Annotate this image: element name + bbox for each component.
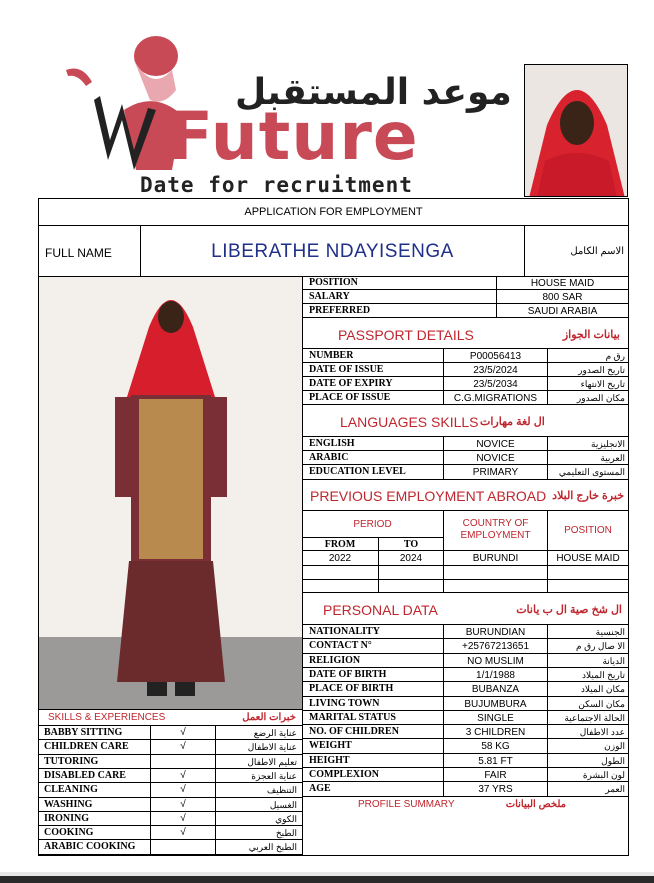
skill-arabic: الطبخ	[275, 828, 297, 838]
personal-label: COMPLEXION	[309, 769, 379, 780]
skill-check-icon: √	[180, 799, 186, 810]
skill-check-icon: √	[180, 784, 186, 795]
personal-value: 58 KG	[481, 741, 510, 752]
form-title: APPLICATION FOR EMPLOYMENT	[244, 206, 423, 218]
personal-arabic: مكان السكن	[578, 699, 625, 709]
personal-arabic: الوزن	[604, 741, 625, 751]
personal-value: SINGLE	[477, 713, 514, 724]
passport-number-label: NUMBER	[309, 350, 354, 361]
personal-value: +25767213651	[461, 641, 530, 652]
full-body-photo	[39, 277, 302, 709]
issue-date-value: 23/5/2024	[473, 365, 518, 376]
personal-arabic: تاريخ الميلاد	[582, 670, 625, 680]
skill-arabic: الكوي	[275, 814, 297, 824]
languages-title-arabic: ال لغة مهارات	[480, 416, 545, 428]
previous-employment-arabic: خبرة خارج البلاد	[552, 490, 624, 502]
position-value: HOUSE MAID	[530, 278, 595, 289]
personal-value: BUBANZA	[471, 684, 520, 695]
personal-label: NATIONALITY	[309, 626, 380, 637]
education-value: PRIMARY	[472, 467, 519, 478]
personal-data-title: PERSONAL DATA	[323, 602, 438, 618]
portrait-photo	[524, 64, 628, 197]
personal-arabic: مكان الميلاد	[580, 684, 625, 694]
skill-label: COOKING	[44, 827, 94, 838]
personal-value: NO MUSLIM	[467, 656, 524, 667]
personal-arabic: الا صال رق م	[576, 641, 625, 651]
expiry-date-value: 23/5/2034	[473, 379, 518, 390]
skill-arabic: الغسيل	[269, 800, 297, 810]
logo-future-text: Future	[168, 98, 419, 175]
issue-date-arabic: تاريخ الصدور	[578, 365, 625, 375]
skill-label: WASHING	[44, 799, 93, 810]
personal-label: PLACE OF BIRTH	[309, 683, 394, 694]
skill-label: DISABLED CARE	[44, 770, 126, 781]
personal-value: 5.81 FT	[478, 756, 513, 767]
personal-label: RELIGION	[309, 655, 361, 666]
passport-number-arabic: رق م	[605, 351, 625, 361]
education-arabic: المستوى التعليمي	[558, 467, 625, 477]
personal-label: AGE	[309, 783, 331, 794]
position-header: POSITION	[564, 525, 612, 536]
skills-title: SKILLS & EXPERIENCES	[48, 712, 166, 723]
salary-value: 800 SAR	[542, 292, 583, 303]
skill-arabic: الطبخ العربي	[248, 842, 297, 852]
from-header: FROM	[324, 539, 356, 550]
skill-check-icon: √	[180, 770, 186, 781]
expiry-date-label: DATE OF EXPIRY	[309, 378, 393, 389]
skills-title-arabic: خبرات العمل	[242, 712, 296, 723]
personal-value: BURUNDIAN	[465, 627, 526, 638]
personal-arabic: العمر	[605, 784, 625, 794]
place-of-issue-value: C.G.MIGRATIONS	[453, 393, 538, 404]
prev-position-value: HOUSE MAID	[556, 553, 620, 564]
personal-arabic: عدد الاطفال	[579, 727, 625, 737]
skill-label: CHILDREN CARE	[44, 741, 129, 752]
arabic-arabic: العربية	[600, 453, 625, 463]
personal-label: CONTACT N°	[309, 640, 372, 651]
personal-arabic: الديانة	[602, 656, 625, 666]
full-name-arabic: الاسم الكامل	[570, 246, 624, 257]
passport-title-arabic: بيانات الجواز	[562, 329, 620, 341]
personal-label: DATE OF BIRTH	[309, 669, 387, 680]
position-label: POSITION	[309, 277, 358, 288]
logo-subtitle: Date for recruitment	[140, 173, 413, 197]
personal-arabic: الجنسية	[595, 627, 625, 637]
to-header: TO	[403, 539, 419, 550]
skill-label: ARABIC COOKING	[44, 841, 136, 852]
arabic-label: ARABIC	[309, 452, 349, 463]
skill-arabic: تعليم الاطفال	[247, 757, 297, 767]
prev-to-value: 2024	[399, 553, 423, 564]
skill-arabic: عناية الرضع	[253, 728, 297, 738]
english-value: NOVICE	[476, 439, 515, 450]
personal-value: 3 CHILDREN	[465, 727, 526, 738]
full-name-label: FULL NAME	[45, 246, 112, 260]
personal-value: FAIR	[484, 770, 507, 781]
profile-summary-arabic: ملخص البيانات	[505, 799, 566, 810]
education-label: EDUCATION LEVEL	[309, 466, 406, 477]
salary-label: SALARY	[309, 291, 350, 302]
personal-label: HEIGHT	[309, 755, 350, 766]
profile-summary-label: PROFILE SUMMARY	[358, 799, 455, 810]
personal-arabic: الطول	[601, 756, 625, 766]
personal-label: MARITAL STATUS	[309, 712, 396, 723]
country-header: COUNTRY OF EMPLOYMENT	[460, 518, 531, 541]
place-of-issue-label: PLACE OF ISSUE	[309, 392, 391, 403]
skill-arabic: عناية العجزة	[251, 771, 297, 781]
skill-check-icon: √	[180, 741, 186, 752]
prev-from-value: 2022	[328, 553, 352, 564]
personal-value: 37 YRS	[478, 784, 513, 795]
skill-label: IRONING	[44, 813, 90, 824]
skill-check-icon: √	[180, 827, 186, 838]
passport-number-value: P00056413	[469, 351, 522, 362]
issue-date-label: DATE OF ISSUE	[309, 364, 384, 375]
languages-title: LANGUAGES SKILLS	[340, 414, 479, 430]
prev-country-value: BURUNDI	[472, 553, 519, 564]
expiry-date-arabic: تاريخ الانتهاء	[580, 379, 625, 389]
personal-value: BUJUMBURA	[464, 699, 527, 710]
skill-check-icon: √	[180, 813, 186, 824]
preferred-label: PREFERRED	[309, 305, 371, 316]
english-arabic: الانجليزية	[591, 439, 625, 449]
skill-arabic: التنظيف	[266, 785, 297, 795]
period-header: PERIOD	[353, 519, 392, 530]
passport-title: PASSPORT DETAILS	[338, 327, 474, 343]
previous-employment-title: PREVIOUS EMPLOYMENT ABROAD	[310, 488, 547, 504]
personal-label: NO. OF CHILDREN	[309, 726, 399, 737]
personal-value: 1/1/1988	[476, 670, 515, 681]
arabic-value: NOVICE	[476, 453, 515, 464]
personal-data-arabic: ال شخ صية ال ب يانات	[516, 604, 622, 616]
personal-label: LIVING TOWN	[309, 698, 380, 709]
full-name-value: LIBERATHE NDAYISENGA	[211, 241, 454, 262]
skill-arabic: عناية الاطفال	[247, 742, 297, 752]
skill-label: TUTORING	[44, 756, 99, 767]
skill-label: CLEANING	[44, 784, 98, 795]
english-label: ENGLISH	[309, 438, 355, 449]
personal-label: WEIGHT	[309, 740, 352, 751]
place-of-issue-arabic: مكان الصدور	[576, 393, 625, 403]
personal-arabic: لون البشرة	[582, 770, 625, 780]
personal-arabic: الحالة الاجتماعية	[564, 713, 625, 723]
skill-label: BABBY SITTING	[44, 727, 123, 738]
preferred-value: SAUDI ARABIA	[527, 306, 598, 317]
bottom-bar	[0, 876, 654, 883]
logo-arabic-text: موعد المستقبل	[235, 72, 512, 113]
skill-check-icon: √	[180, 727, 186, 738]
